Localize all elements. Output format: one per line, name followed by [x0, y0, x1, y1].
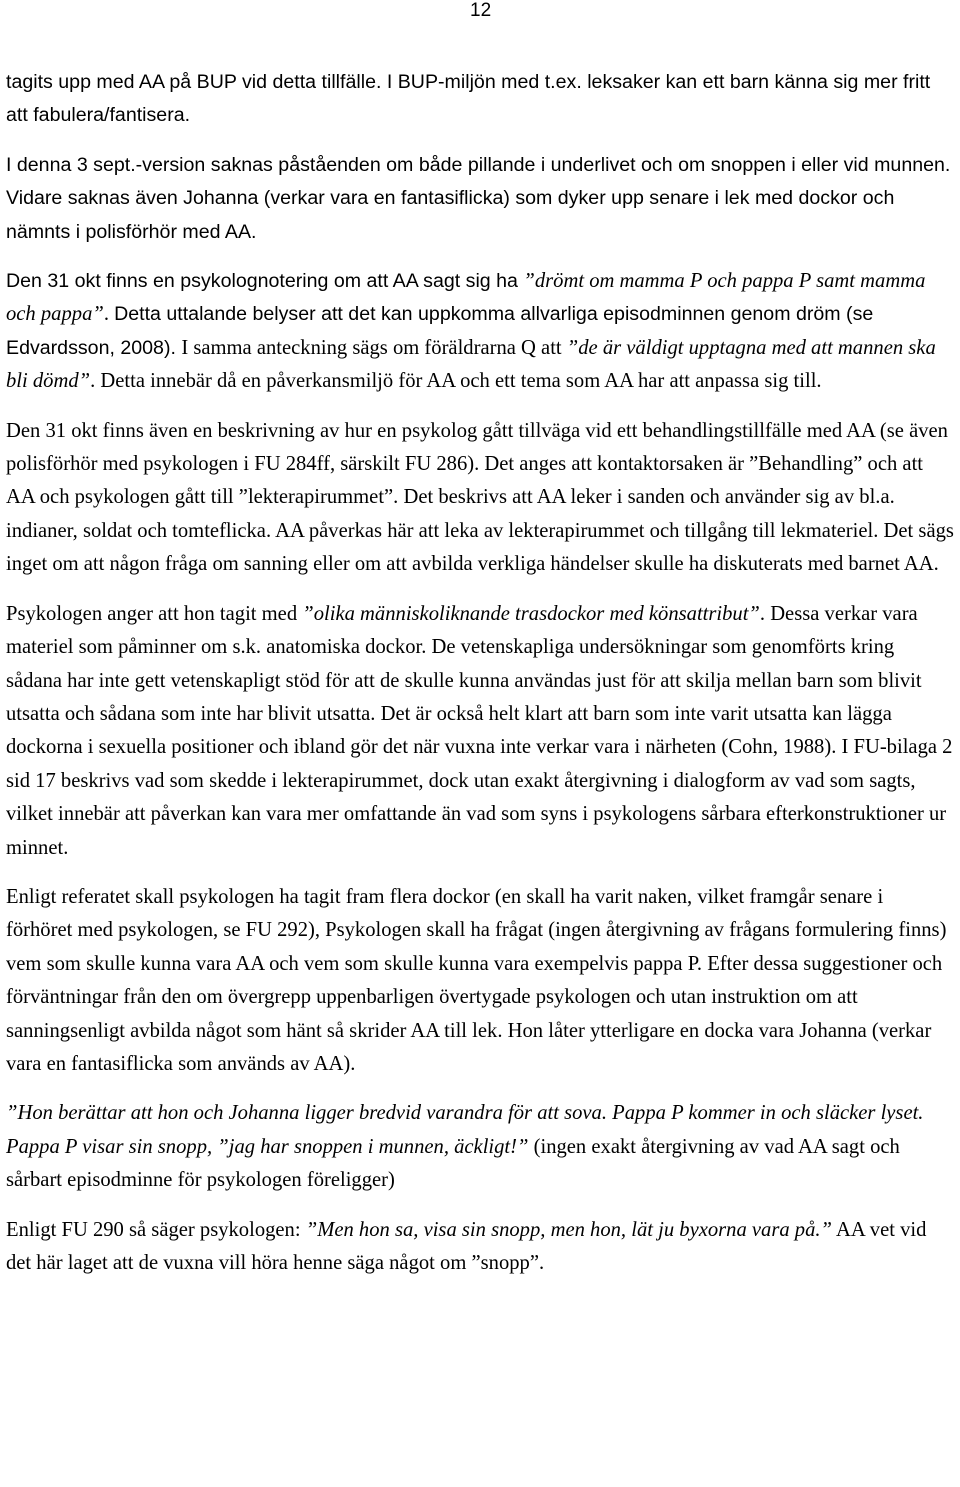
paragraph-3-quote-b: ”de är väldigt upptagna med att mannen ska bli dömd” [6, 336, 936, 393]
paragraph-8-quote: ”Men hon sa, visa sin snopp, men hon, lät ju byxorna vara på.” [305, 1218, 833, 1241]
document-body [6, 66, 954, 1296]
paragraph-6 [6, 881, 954, 1081]
paragraph-7 [6, 1097, 954, 1197]
paragraph-3-text-e: . [90, 370, 101, 393]
paragraph-3-text-f: Detta innebär då en påverkansmiljö för AA och ett tema som AA har att anpassa sig till. [100, 370, 822, 393]
paragraph-2 [6, 149, 954, 249]
paragraph-8 [6, 1214, 954, 1281]
paragraph-8-text-b: AA vet vid det här laget att de vuxna vill höra henne säga något om ”snopp”. [6, 1218, 927, 1274]
paragraph-1-text: tagits upp med AA på BUP vid detta tillfälle. I BUP-miljön med t.ex. leksaker kan ett barn känna sig mer fritt att fabulera/fantisera. [6, 71, 931, 127]
paragraph-3-text-b: . [103, 303, 115, 326]
paragraph-7-text: (ingen exakt återgivning av vad AA sagt och sårbart episodminne för psykologen föreligger) [6, 1135, 900, 1192]
paragraph-5-quote: ”olika människoliknande trasdockor med könsattribut” [302, 602, 760, 625]
paragraph-4-text-b: Det anges att kontaktorsaken är ”Behandling” och att AA och psykologen gått till ”lekterapirummet”. Det beskrivs att AA leker i sanden och använder sig av bl.a. indianer, soldat och tomteflicka. AA påverkas här att leka av lekterapirummet och tillgång till lekmateriel. Det sägs inget om att någon fråga om sanning eller om att avbilda verkliga händelser skulle ha diskuterats med barnet AA. [6, 453, 954, 576]
paragraph-3-quote-a: ”drömt om mamma P och pappa P samt mamma och pappa” [6, 270, 926, 326]
paragraph-6-text: Enligt referatet skall psykologen ha tagit fram flera dockor (en skall ha varit naken, vilket framgår senare i förhöret med psykologen, se FU 292), Psykologen skall ha frågat (ingen återgivning av frågans formulering finns) vem som skulle kunna vara AA och vem som skulle kunna vara exempelvis pappa P. Efter dessa suggestioner och förväntningar från den om övergrepp uppenbarligen övertygade psykologen och utan instruktion om att sanningsenligt avbilda något som hänt så skrider AA till lek. Hon låter ytterligare en docka vara Johanna (verkar vara en fantasiflicka som används av AA). [6, 885, 947, 1075]
paragraph-2-text-a: I denna 3 sept.-version saknas påståenden om både pillande i underlivet och om snoppen i eller vid munnen. [6, 153, 951, 176]
paragraph-5-text-a: Psykologen anger att hon tagit med [6, 602, 303, 625]
paragraph-4 [6, 415, 954, 582]
paragraph-3-text-d: I samma anteckning sägs om föräldrarna Q att [181, 336, 567, 359]
paragraph-3 [6, 265, 954, 399]
paragraph-5-text-b: . Dessa verkar vara materiel som påminner om s.k. anatomiska dockor. De vetenskapliga undersökningar som genomförts kring sådana har inte gett vetenskapligt stöd för att de skulle kunna användas just för att skilja mellan barn som blivit utsatta och sådana som inte har blivit utsatta. Det är också helt klart att barn som inte varit utsatta kan lägga dockorna i sexuella positioner och ibland gör det när vuxna inte verkar vara i närheten (Cohn, 1988). I FU-bilaga 2 sid 17 beskrivs vad som skedde i lekterapirummet, dock utan exakt återgivning i dialogform av vad som sagts, vilket innebär att påverkan kan vara mer omfattande än vad som syns i psykologens sårbara efterkonstruktioner ur minnet. [6, 602, 953, 859]
page-number: 12 [470, 0, 492, 21]
paragraph-2-text-b: Vidare saknas även Johanna (verkar vara en fantasiflicka) som dyker upp senare i lek med dockor och nämnts i polisförhör med AA. [6, 187, 895, 243]
paragraph-4-text-a: Den 31 okt finns även en beskrivning av hur en psykolog gått tillväga vid ett behandlingstillfälle med AA (se även polisförhör med psykologen i FU 284ff, särskilt FU 286). [6, 419, 948, 476]
paragraph-7-quote: ”Hon berättar att hon och Johanna ligger bredvid varandra för att sova. Pappa P kommer in och släcker lyset. Pappa P visar sin snopp, ”jag har snoppen i munnen, äckligt!” [6, 1102, 924, 1158]
paragraph-8-text-a: Enligt FU 290 så säger psykologen: [6, 1218, 306, 1241]
paragraph-3-text-c: Detta uttalande belyser att det kan uppkomma allvarliga episodminnen genom dröm (se Edvardsson, 2008). [6, 303, 874, 359]
paragraph-1 [6, 66, 954, 133]
paragraph-3-text-a: Den 31 okt finns en psykolognotering om att AA sagt sig ha [6, 270, 524, 293]
paragraph-5 [6, 598, 954, 865]
